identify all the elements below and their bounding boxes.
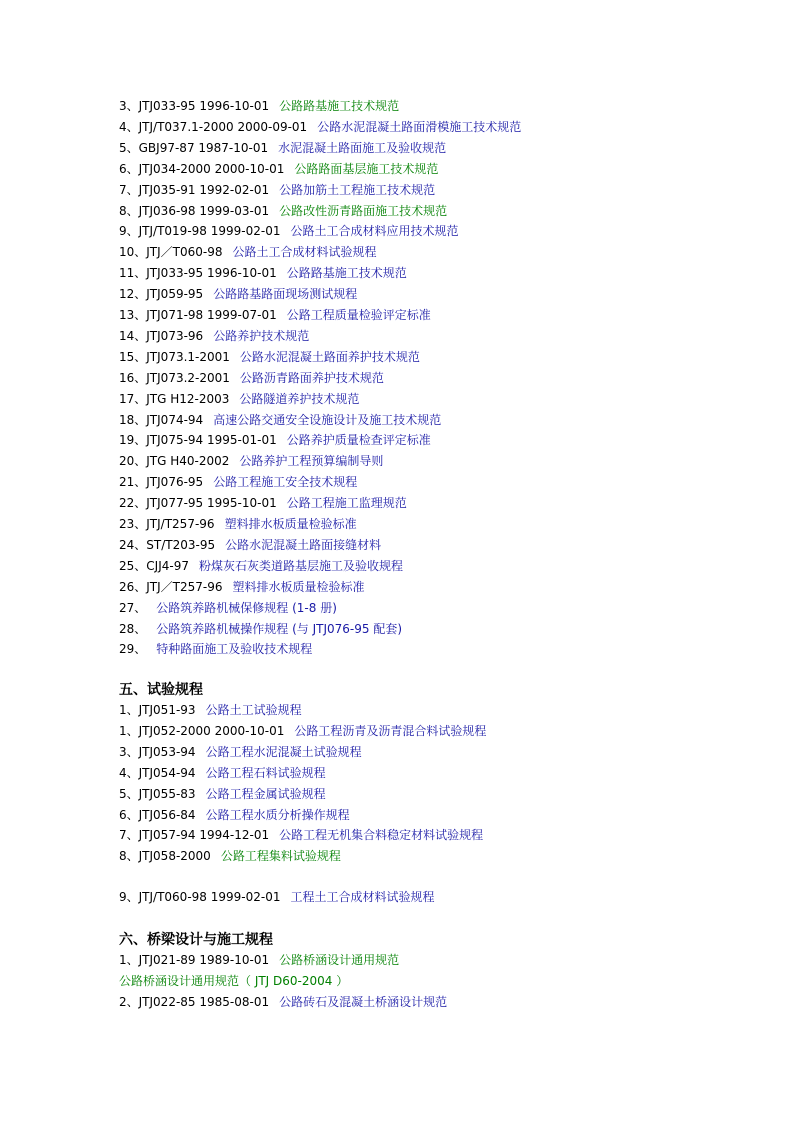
item-code: 24、ST/T203-95 — [119, 537, 216, 552]
item-title-link[interactable]: 公路筑养路机械保修规程 (1-8 册) — [156, 600, 337, 615]
item-code: 9、JTJ/T019-98 1999-02-01 — [119, 224, 281, 239]
list-item — [119, 577, 365, 597]
item-code: 8、JTJ036-98 1999-03-01 — [119, 203, 270, 218]
item-title-link[interactable]: 公路土工试验规程 — [205, 703, 302, 717]
item-title-link[interactable]: 公路工程水泥混凝土试验规程 — [205, 744, 362, 759]
list-item — [119, 389, 359, 409]
list-item — [119, 742, 362, 762]
item-title-link[interactable]: 工程土工合成材料试验规程 — [290, 890, 435, 904]
item-title-link[interactable]: 粉煤灰石灰类道路基层施工及验收规程 — [198, 558, 403, 573]
item-title-link[interactable]: 公路改性沥青路面施工技术规范 — [279, 203, 448, 218]
list-item — [119, 242, 377, 262]
item-title-link[interactable]: 公路砖石及混凝土桥涵设计规范 — [279, 995, 448, 1009]
item-title-link[interactable]: 公路工程施工监理规范 — [286, 496, 407, 511]
item-title-link[interactable]: 公路工程石料试验规程 — [205, 765, 326, 780]
list-item — [119, 472, 357, 492]
item-title-link[interactable]: 公路工程金属试验规程 — [205, 786, 326, 801]
list-item — [119, 598, 337, 618]
item-code: 14、JTJ073-96 — [119, 328, 204, 343]
item-title-link[interactable]: 公路工程沥青及沥青混合料试验规程 — [294, 723, 487, 738]
item-code: 28、 — [119, 621, 147, 636]
list-item — [119, 263, 407, 283]
list-item — [119, 410, 441, 430]
item-title-link[interactable]: 公路水泥混凝土路面滑模施工技术规范 — [317, 119, 522, 134]
list-item — [119, 96, 399, 116]
item-title-link[interactable]: 公路路基施工技术规范 — [286, 266, 407, 281]
item-title-link[interactable]: 公路土工合成材料试验规程 — [232, 245, 377, 260]
item-title-link[interactable]: 公路养护工程预算编制导则 — [239, 454, 384, 469]
item-code: 27、 — [119, 600, 147, 615]
item-code: 17、JTG H12-2003 — [119, 391, 230, 406]
item-code: 1、JTJ052-2000 2000-10-01 — [119, 723, 285, 738]
list-item — [119, 556, 403, 576]
item-code: 1、JTJ051-93 — [119, 703, 196, 717]
item-title-link[interactable]: 塑料排水板质量检验标准 — [224, 517, 357, 531]
item-code: 22、JTJ077-95 1995-10-01 — [119, 496, 277, 511]
list-item — [119, 639, 312, 659]
item-title-link[interactable]: 水泥混凝土路面施工及验收规范 — [278, 140, 447, 155]
item-title-link[interactable]: 公路桥涵设计通用规范 — [279, 953, 400, 967]
sub-line: 公路桥涵设计通用规范（ JTJ D60-2004 ） — [119, 974, 349, 988]
item-title-link[interactable]: 公路水泥混凝土路面接缝材料 — [225, 537, 382, 552]
item-code: 8、JTJ058-2000 — [119, 849, 211, 864]
item-code: 20、JTG H40-2002 — [119, 454, 230, 469]
list-item — [119, 117, 521, 137]
item-title-link[interactable]: 公路路基施工技术规范 — [279, 99, 400, 113]
item-code: 7、JTJ035-91 1992-02-01 — [119, 182, 270, 197]
list-item — [119, 451, 383, 471]
item-code: 5、JTJ055-83 — [119, 786, 196, 801]
item-code: 3、JTJ033-95 1996-10-01 — [119, 99, 270, 113]
list-item — [119, 221, 459, 241]
list-item — [119, 763, 326, 783]
item-code: 29、 — [119, 642, 147, 657]
item-code: 3、JTJ053-94 — [119, 744, 196, 759]
list-item — [119, 326, 309, 346]
list-item — [119, 138, 446, 158]
list-item — [119, 493, 407, 513]
list-item — [119, 347, 420, 367]
item-code: 6、JTJ034-2000 2000-10-01 — [119, 161, 285, 176]
list-item — [119, 887, 435, 907]
list-item — [119, 721, 486, 741]
list-item — [119, 846, 341, 866]
item-title-link[interactable]: 公路水泥混凝土路面养护技术规范 — [239, 349, 420, 364]
item-code: 1、JTJ021-89 1989-10-01 — [119, 953, 270, 967]
item-title-link[interactable]: 公路养护技术规范 — [213, 328, 310, 343]
item-title-link[interactable]: 公路工程质量检验评定标准 — [286, 308, 431, 322]
item-title-link[interactable]: 公路土工合成材料应用技术规范 — [290, 224, 459, 239]
item-code: 11、JTJ033-95 1996-10-01 — [119, 266, 277, 281]
list-item — [119, 950, 399, 970]
item-code: 19、JTJ075-94 1995-01-01 — [119, 433, 277, 448]
item-code: 15、JTJ073.1-2001 — [119, 349, 230, 364]
item-title-link[interactable]: 公路隧道养护技术规范 — [239, 391, 360, 406]
item-title-link[interactable]: 特种路面施工及验收技术规程 — [156, 642, 313, 657]
item-code: 23、JTJ/T257-96 — [119, 517, 215, 531]
section-6-heading: 六、桥梁设计与施工规程 — [119, 932, 273, 948]
item-title-link[interactable]: 公路路基路面现场测试规程 — [213, 287, 358, 302]
list-item — [119, 430, 431, 450]
list-item — [119, 368, 384, 388]
item-title-link[interactable]: 公路加筋土工程施工技术规范 — [279, 182, 436, 197]
item-code: 18、JTJ074-94 — [119, 412, 204, 427]
item-title-link[interactable]: 公路工程无机集合料稳定材料试验规程 — [279, 828, 484, 843]
item-title-link[interactable]: 公路工程集料试验规程 — [220, 849, 341, 864]
item-title-link[interactable]: 公路工程施工安全技术规程 — [213, 475, 358, 490]
list-item — [119, 535, 381, 555]
item-code: 4、JTJ054-94 — [119, 765, 196, 780]
section-5-heading: 五、试验规程 — [119, 682, 203, 698]
list-item — [119, 514, 357, 534]
item-title-link[interactable]: 塑料排水板质量检验标准 — [232, 579, 365, 594]
item-code: 4、JTJ/T037.1-2000 2000-09-01 — [119, 119, 308, 134]
item-code: 6、JTJ056-84 — [119, 807, 196, 822]
item-title-link[interactable]: 公路路面基层施工技术规范 — [294, 161, 439, 176]
list-item — [119, 305, 431, 325]
item-code: 16、JTJ073.2-2001 — [119, 370, 230, 385]
list-item — [119, 992, 447, 1012]
item-code: 21、JTJ076-95 — [119, 475, 204, 490]
list-item — [119, 700, 302, 720]
item-title-link[interactable]: 公路筑养路机械操作规程 (与 JTJ076-95 配套) — [156, 621, 403, 636]
list-item — [119, 784, 326, 804]
list-item — [119, 619, 402, 639]
list-item — [119, 825, 483, 845]
item-code: 9、JTJ/T060-98 1999-02-01 — [119, 890, 281, 904]
item-title-link[interactable]: 公路工程水质分析操作规程 — [205, 807, 350, 822]
item-code: 13、JTJ071-98 1999-07-01 — [119, 308, 277, 322]
list-item — [119, 159, 438, 179]
item-code: 26、JTJ／T257-96 — [119, 579, 223, 594]
item-code: 12、JTJ059-95 — [119, 287, 204, 302]
list-item — [119, 284, 357, 304]
item-title-link[interactable]: 公路沥青路面养护技术规范 — [239, 370, 384, 385]
item-title-link[interactable]: 公路养护质量检查评定标准 — [286, 433, 431, 448]
item-code: 10、JTJ／T060-98 — [119, 245, 223, 260]
list-item — [119, 805, 350, 825]
item-code: 2、JTJ022-85 1985-08-01 — [119, 995, 270, 1009]
list-item — [119, 201, 447, 221]
item-code: 5、GBJ97-87 1987-10-01 — [119, 140, 269, 155]
item-code: 7、JTJ057-94 1994-12-01 — [119, 828, 270, 843]
item-title-link[interactable]: 高速公路交通安全设施设计及施工技术规范 — [213, 412, 442, 427]
item-code: 25、CJJ4-97 — [119, 558, 189, 573]
list-item — [119, 180, 435, 200]
